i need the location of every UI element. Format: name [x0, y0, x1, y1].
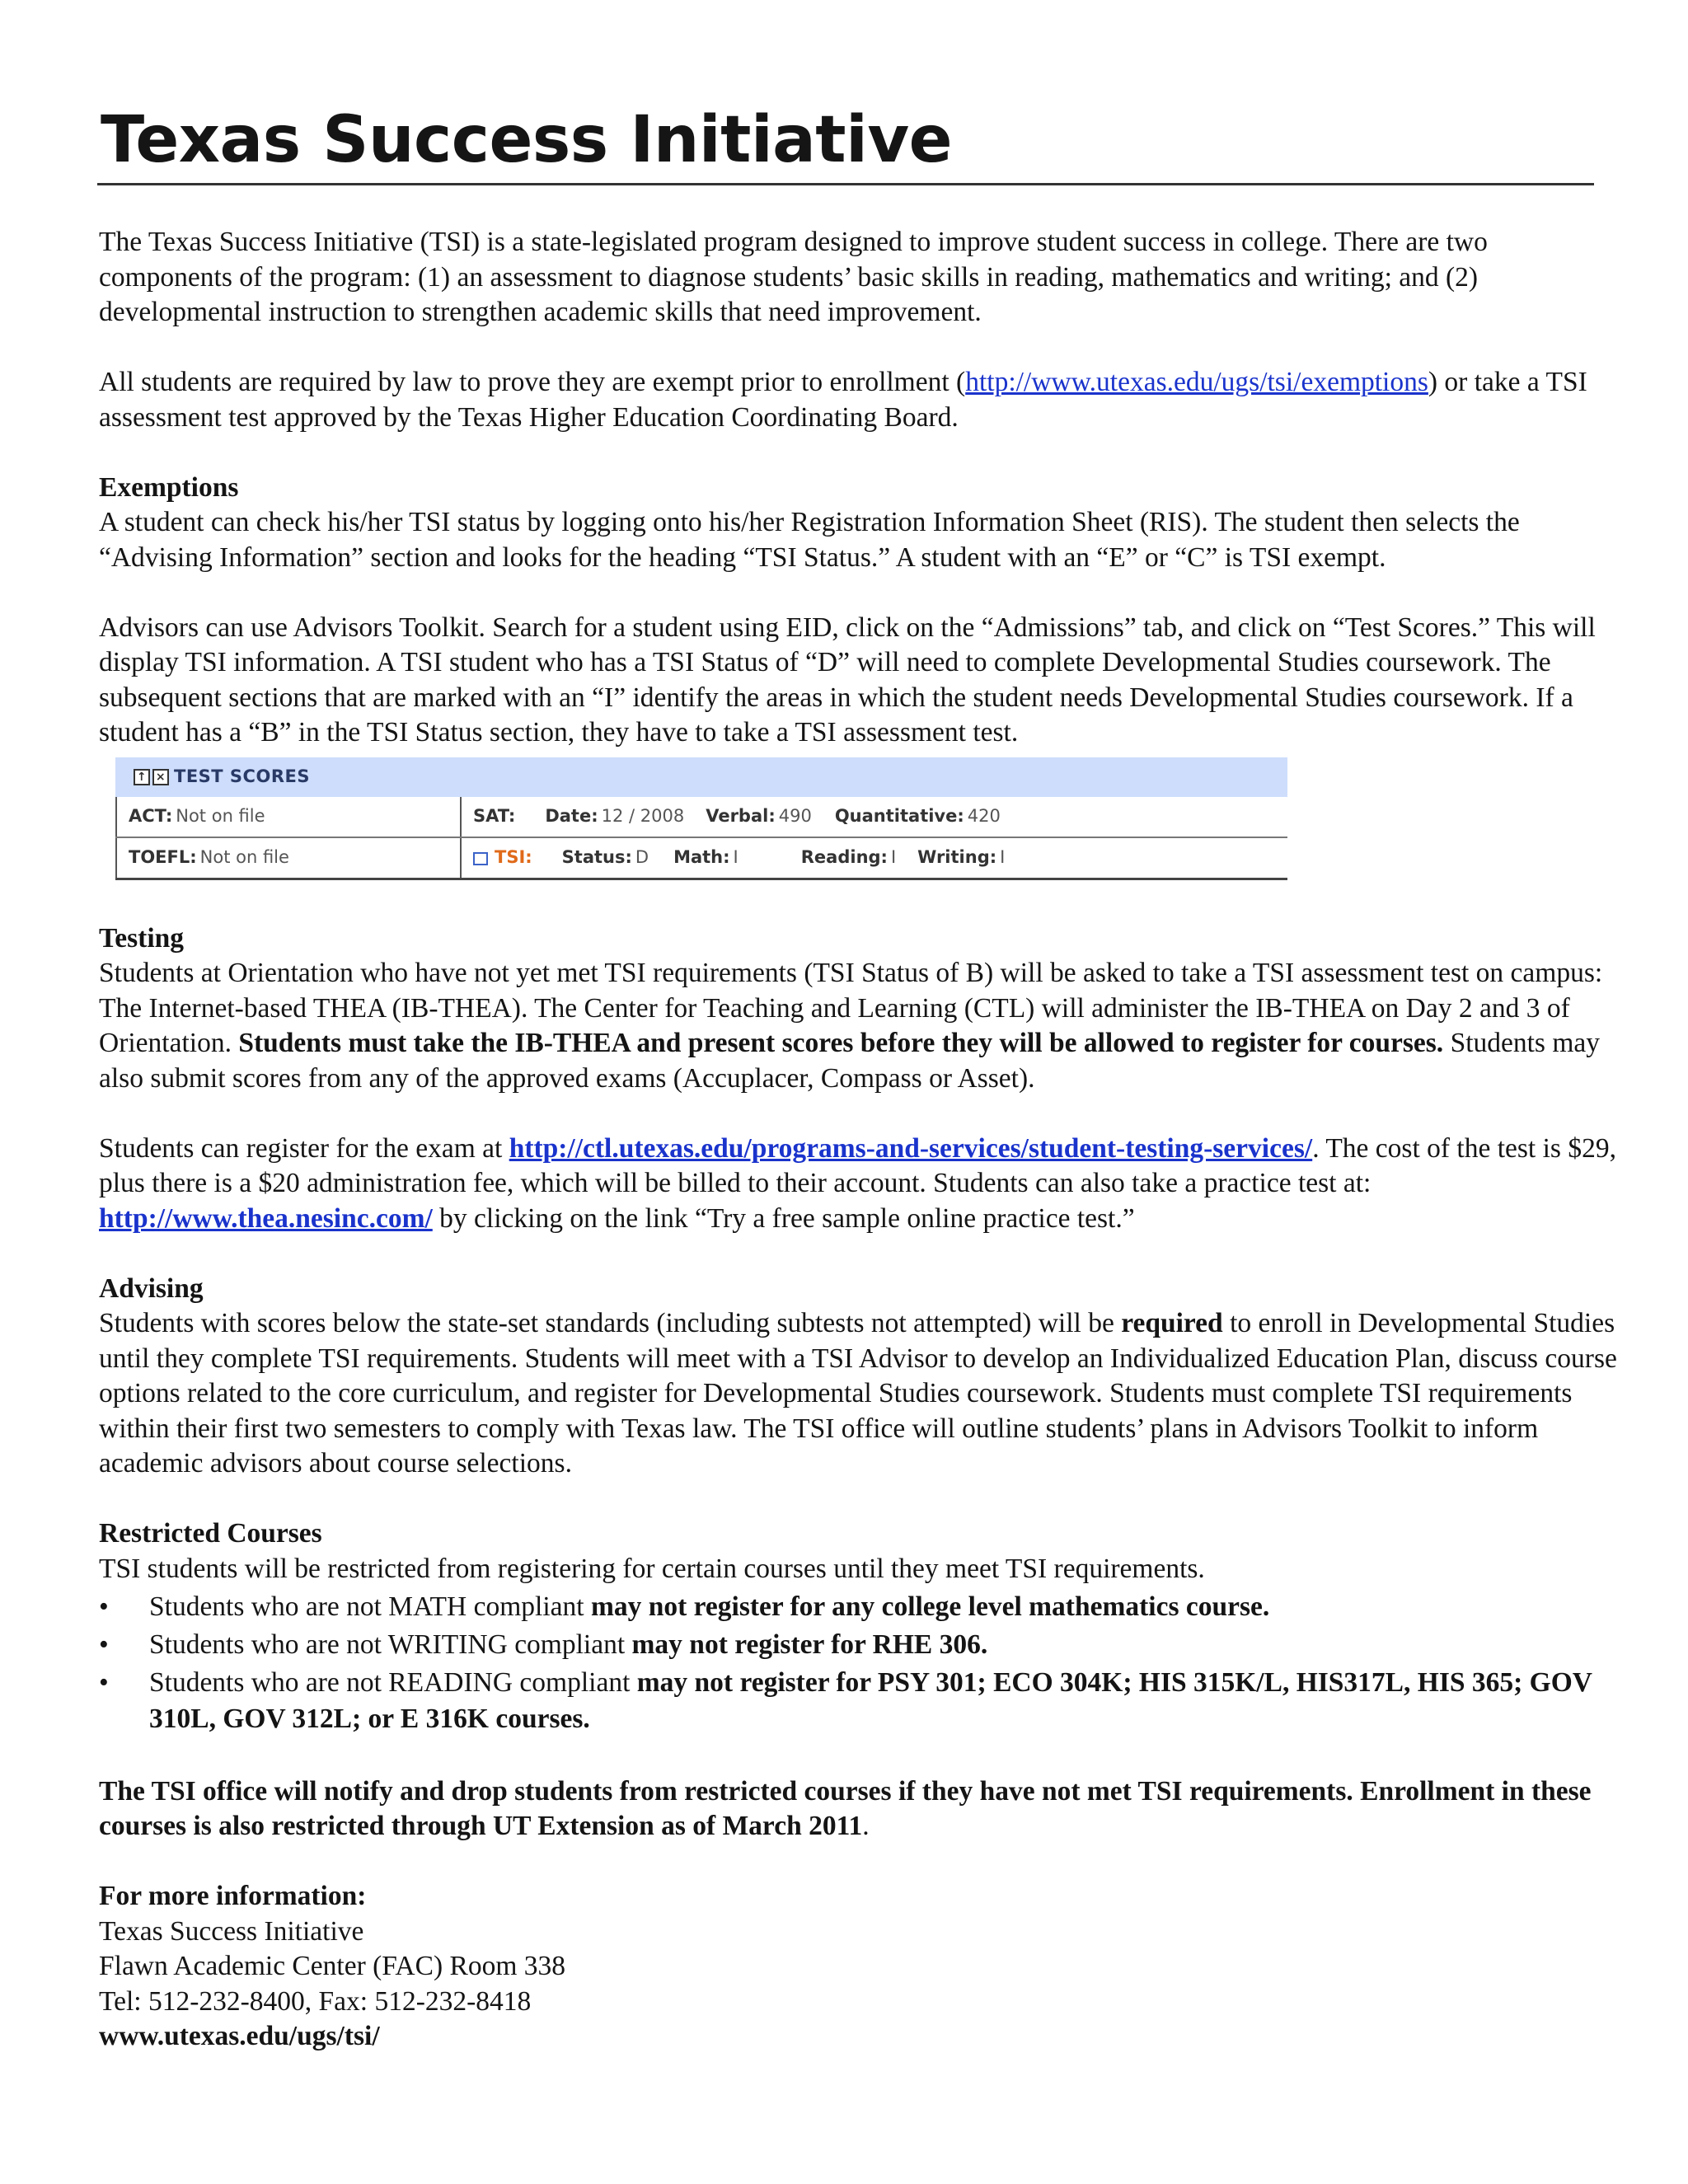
testing-paragraph-2: Students can register for the exam at http://ctl.utexas.edu/programs-and-services/student-testing-services/. The cost of the test is $29, plus there is a $20 administration fee, which will be billed to their account. Students can also take a practice test at: http://www.thea.nesinc.com/ by clicking on the link “Try a free sample online practice test.” — [99, 1132, 1616, 1234]
contact-website[interactable]: www.utexas.edu/ugs/tsi/ — [99, 2021, 380, 2051]
collapse-icon[interactable]: × — [152, 769, 169, 785]
advising-heading: Advising — [99, 1272, 204, 1304]
exemptions-paragraph-2: Advisors can use Advisors Toolkit. Search for a student using EID, click on the “Admissions” tab, and click on “Test Scores.” This will display TSI information. A TSI student who has a TSI Status of “D” will need to complete Developmental Studies coursework. The subsequent sections that are marked with an “I” identify the areas in which the student needs Developmental Studies coursework. If a student has a “B” in the TSI Status section, they have to take a TSI assessment test. — [99, 612, 1596, 748]
bullet-icon: • — [99, 1591, 109, 1622]
test-scores-header: ↑ × TEST SCORES — [115, 757, 1287, 797]
restricted-notice: The TSI office will notify and drop students from restricted courses if they have not met TSI requirements. Enrollment in these courses is also restricted through UT Extension as of March 2011. — [99, 1775, 1592, 1841]
tsi-cell: TSI: Status: D Math: I Reading: I Writing: I — [462, 838, 1287, 878]
exemptions-paragraph-1: A student can check his/her TSI status by logging onto his/her Registration Information Sheet (RIS). The student then selects the “Advising Information” section and looks for the heading “TSI Status.” A student with an “E” or “C” is TSI exempt. — [99, 507, 1520, 573]
ctl-testing-link[interactable]: http://ctl.utexas.edu/programs-and-services/student-testing-services/ — [509, 1132, 1313, 1164]
intro-paragraph-1: The Texas Success Initiative (TSI) is a state-legislated program designed to improve student success in college. There are two components of the program: (1) an assessment to diagnose students’ basic skills in reading, mathematics and writing; and (2) developmental instruction to strengthen academic skills that need improvement. — [99, 227, 1488, 327]
act-cell: ACT: Not on file — [115, 797, 462, 837]
test-scores-row — [115, 797, 1287, 838]
testing-paragraph-1: Students at Orientation who have not yet met TSI requirements (TSI Status of B) will be asked to take a TSI assessment test on campus: The Internet-based THEA (IB-THEA). The Center for Teaching and Learning (CTL) will administer the IB-THEA on Day 2 and 3 of Orientation. Students must take the IB-THEA and present scores before they will be allowed to register for courses. Students may also submit scores from any of the approved exams (Accuplacer, Compass or Asset). — [99, 958, 1603, 1094]
page-title: Texas Success Initiative — [101, 103, 953, 177]
exemptions-link[interactable]: http://www.utexas.edu/ugs/tsi/exemptions — [965, 367, 1428, 397]
window-link-icon[interactable] — [473, 852, 488, 865]
contact-line: Texas Success Initiative — [99, 1915, 364, 1947]
restricted-intro: TSI students will be restricted from registering for certain courses until they meet TSI requirements. — [99, 1553, 1205, 1584]
sat-cell: SAT: Date: 12 / 2008 Verbal: 490 Quantitative: 420 — [473, 806, 1001, 827]
contact-heading: For more information: — [99, 1881, 367, 1911]
list-item: • Students who are not READING compliant may not register for PSY 301; ECO 304K; HIS 315K/L, HIS317L, HIS 365; GOV 310L, GOV 312L; or E 316K courses. — [99, 1665, 1625, 1737]
toefl-cell: TOEFL: Not on file — [115, 838, 462, 878]
intro-paragraph-2: All students are required by law to prove they are exempt prior to enrollment (http://www.utexas.edu/ugs/tsi/exemptions) or take a TSI assessment test approved by the Texas Higher Education Coordinating Board. — [99, 367, 1587, 433]
list-item: • Students who are not MATH compliant may not register for any college level mathematics course. — [99, 1589, 1625, 1625]
test-scores-row — [115, 838, 1287, 880]
thea-practice-link[interactable]: http://www.thea.nesinc.com/ — [99, 1202, 433, 1234]
advising-paragraph: Students with scores below the state-set standards (including subtests not attempted) will be required to enroll in Developmental Studies until they complete TSI requirements. Students will meet with a TSI Advisor to develop an Individualized Education Plan, discuss course options related to the core curriculum, and register for Developmental Studies coursework. Students must complete TSI requirements within their first two semesters to comply with Texas law. The TSI office will outline students’ plans in Advisors Toolkit to inform academic advisors about course selections. — [99, 1308, 1617, 1479]
exemptions-heading: Exemptions — [99, 471, 239, 503]
document-page — [99, 101, 1625, 2055]
restricted-list — [99, 1589, 1625, 1737]
contact-info — [99, 1879, 1625, 2055]
contact-line: Flawn Academic Center (FAC) Room 338 — [99, 1951, 565, 1981]
title-divider — [97, 183, 1594, 185]
bullet-icon: • — [99, 1667, 109, 1698]
bullet-icon: • — [99, 1629, 109, 1660]
contact-line: Tel: 512-232-8400, Fax: 512-232-8418 — [99, 1985, 532, 2017]
restricted-courses-heading: Restricted Courses — [99, 1518, 322, 1549]
testing-heading: Testing — [99, 922, 185, 954]
list-item: • Students who are not WRITING compliant may not register for RHE 306. — [99, 1627, 1625, 1663]
test-scores-panel — [115, 757, 1287, 880]
expand-icon[interactable]: ↑ — [134, 769, 150, 785]
